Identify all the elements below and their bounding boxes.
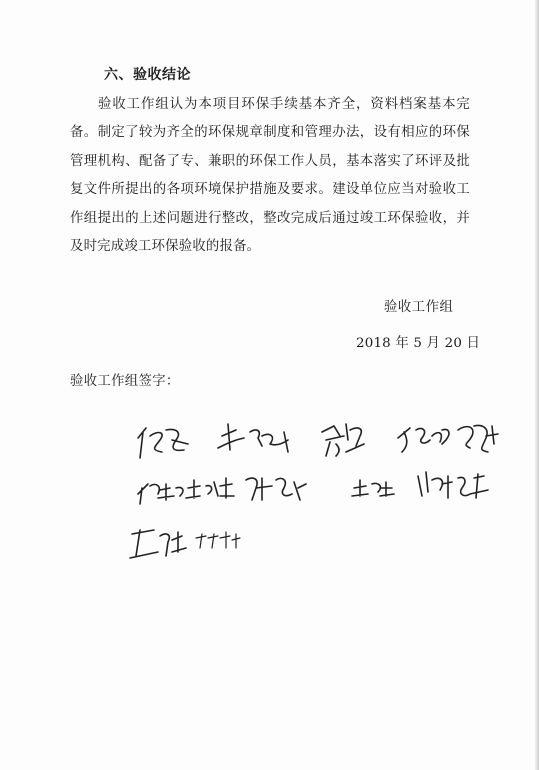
signature-8 xyxy=(352,480,394,496)
conclusion-paragraph: 验收工作组认为本项目环保手续基本齐全，资料档案基本完备。制定了较为齐全的环保规章制度和管理办法，设有相应的环保管理机构、配备了专、兼职的环保工作人员，基本落实了环评及批复文件所提出的各项环境保护措施及要求。建设单位应当对验收工作组提出的上述问题进行整改，整改完成后通过竣工环保验收，并及时完成竣工环保验收的报备。 xyxy=(70,97,470,255)
signature-7 xyxy=(246,478,306,500)
signature-11 xyxy=(196,532,240,548)
signoff-group: 验收工作组 xyxy=(384,300,454,315)
signature-2 xyxy=(218,424,288,452)
signature-3 xyxy=(322,424,364,456)
signature-label: 验收工作组签字： xyxy=(70,374,180,389)
scan-edge xyxy=(535,0,538,770)
signature-6 xyxy=(186,478,234,498)
signature-9 xyxy=(418,472,488,498)
signoff-date: 2018 年 5 月 20 日 xyxy=(356,336,481,351)
signature-1 xyxy=(138,428,188,458)
section-heading: 六、验收结论 xyxy=(104,67,191,83)
signature-10 xyxy=(130,530,186,558)
signature-5 xyxy=(138,484,183,504)
signature-4 xyxy=(398,426,498,453)
